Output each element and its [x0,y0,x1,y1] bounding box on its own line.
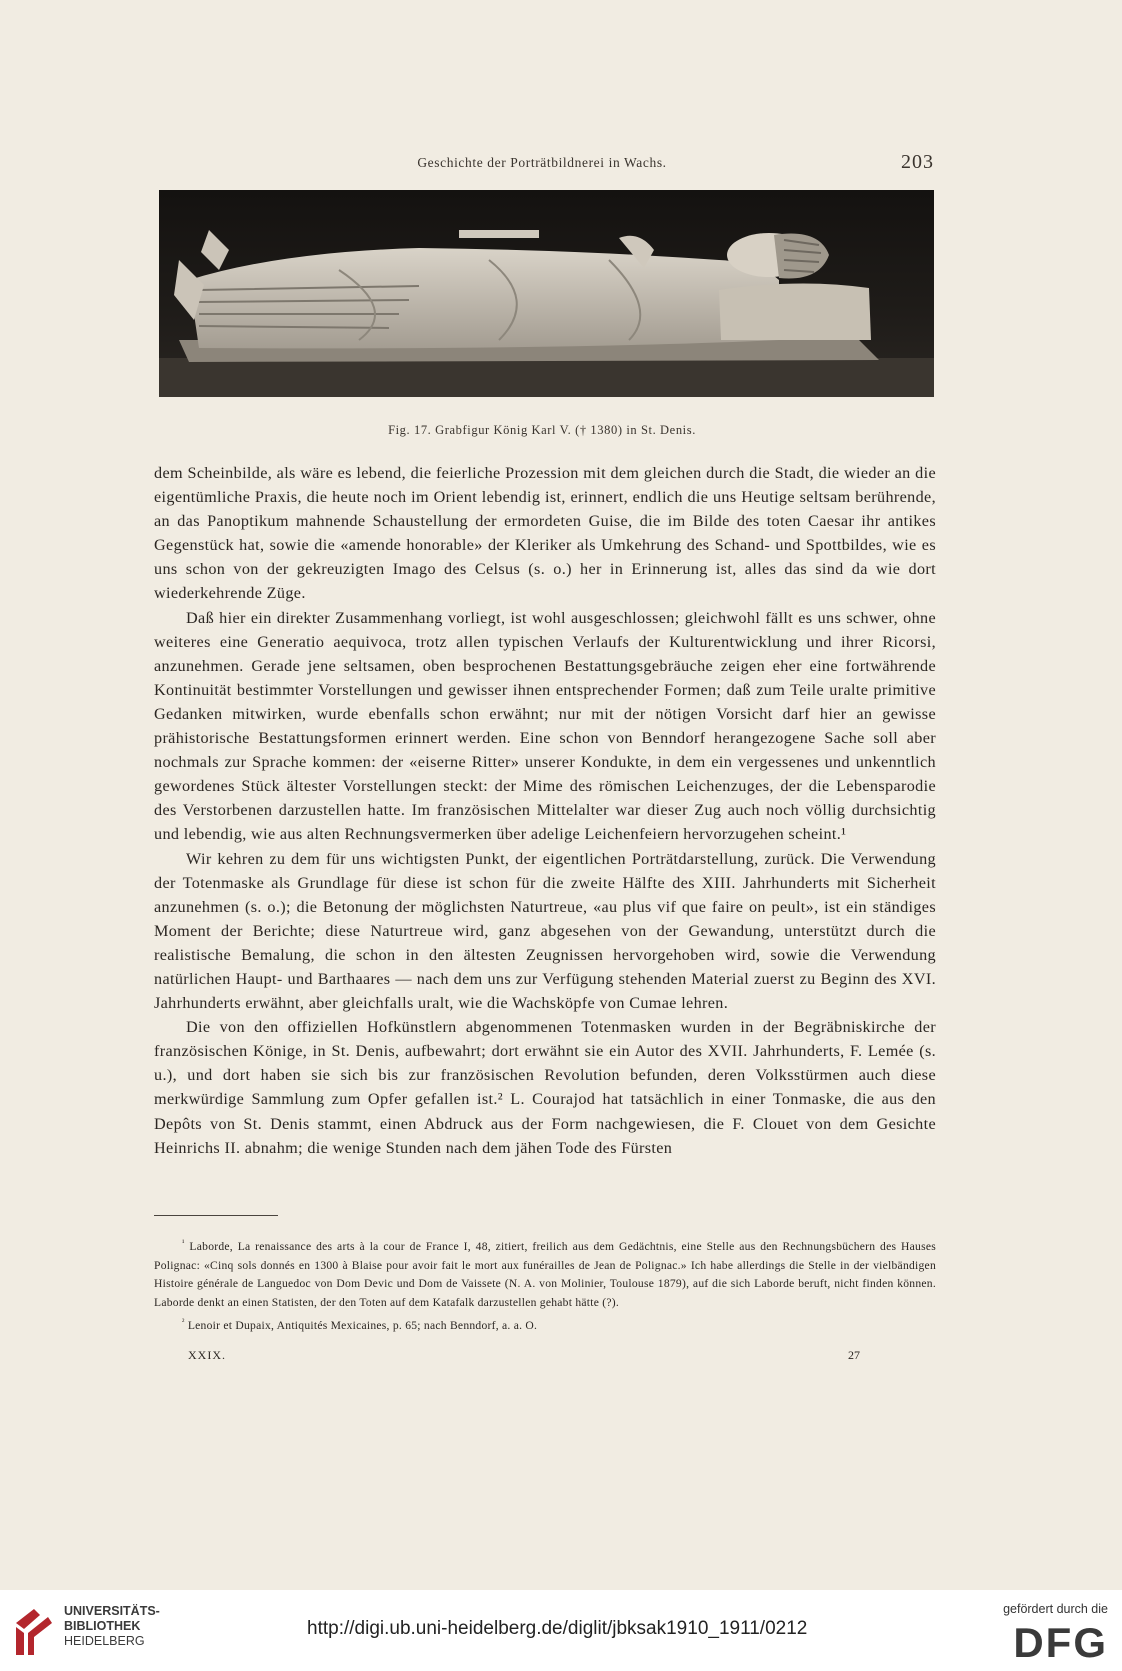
library-name [64,1604,160,1649]
paragraph-1: dem Scheinbilde, als wäre es lebend, die feierliche Prozession mit dem gleichen durch die Stadt, die wieder an die eigentümliche Praxis, die heute noch im Orient lebendig ist, erinnert, endlich die uns Heutige seltsam berührende, an das Panoptikum mahnende Schaustellung der ermordeten Guise, die im Bilde des toten Caesar ihr antikes Gegenstück hat, sowie die «amende honorable» der Kleriker als Umkehrung des Schand- und Spottbildes, wie es uns schon von der gekreuzigten Imago des Celsus (s. o.) her in Erinnerung ist, alles das sind da wie dort wiederkehrende Züge. [154,464,936,603]
volume-signature: XXIX. [188,1348,226,1362]
funded-by-label: gefördert durch die [1003,1602,1108,1616]
paragraph-4: Die von den offiziellen Hofkünstlern abgenommenen Totenmasken wurden in der Begräbniskirche der französischen Könige, in St. Denis, aufbewahrt; dort erwähnt sie ein Autor des XVII. Jahrhunderts, F. Lemée (s. u.), und dort haben sie sich bis zur französischen Revolution befunden, deren Volksstürmen auch diese merkwürdige Sammlung zum Opfer gefallen ist.² L. Courajod hat tatsächlich in einer Tonmaske, die aus den Depôts von St. Denis stammt, einen Abdruck aus der Form nachgewiesen, die F. Clouet von dem Gesichte Heinrichs II. abnahm; die wenige Stunden nach dem jähen Tode des Fürsten [154,1018,936,1157]
sheet-number: 27 [848,1348,860,1362]
library-line-3: HEIDELBERG [64,1634,145,1648]
university-library-logo-icon [12,1603,56,1659]
library-line-2: BIBLIOTHEK [64,1619,141,1633]
running-title: Geschichte der Porträtbildnerei in Wachs. [417,155,667,170]
permalink-url[interactable]: http://digi.ub.uni-heidelberg.de/diglit/jbksak1910_1911/0212 [307,1618,808,1639]
figure-caption: Fig. 17. Grabfigur König Karl V. († 1380) in St. Denis. [388,423,696,437]
digitization-footer [0,1590,1122,1671]
footnotes [154,1234,936,1336]
library-line-1: UNIVERSITÄTS- [64,1604,160,1618]
effigy-illustration [159,190,934,397]
page-number: 203 [901,151,934,173]
footnote-1-text: Laborde, La renaissance des arts à la cour de France I, 48, zitiert, freilich aus dem Gedächtnis, eine Stelle aus den Rechnungsbüchern des Hauses Polignac: «Cinq sols donnés en 1300 à Blaise pour avoir fait le mort aux funérailles de Jean de Polignac.» Ich habe allerdings die Stelle in der vielbändigen Histoire générale de Languedoc von Dom Devic und Dom de Vaissete (N. A. von Molinier, Toulouse 1879), auf die sich Laborde beruft, nicht finden können. Laborde denkt an einen Statisten, der den Toten auf dem Katafalk darzustellen gehabt hätte (?). [154,1239,936,1310]
footnote-1-mark: ¹ [182,1238,185,1247]
footnote-2-text: Lenoir et Dupaix, Antiquités Mexicaines, p. 65; nach Benndorf, a. a. O. [187,1318,538,1332]
footnote-2 [154,1313,936,1336]
paragraph-2: Daß hier ein direkter Zusammenhang vorliegt, ist wohl ausgeschlossen; gleichwohl fällt es uns schwer, ohne weiteres eine Generatio aequivoca, trotz allen typischen Verlaufs der Kulturentwicklung und ihrer Ricorsi, anzunehmen. Gerade jene seltsamen, oben besprochenen Bestattungsgebräuche zeigen eher eine fortwährende Kontinuität bestimmter Vorstellungen und gewisser ihnen entsprechender Formen; daß zum Teile uralte primitive Gedanken mitwirken, wurde ebenfalls schon erwähnt; nur mit der nötigen Vorsicht darf hier an gewisse prähistorische Bestattungsformen erinnert werden. Eine schon von Benndorf herangezogene Sache soll aber nochmals zur Sprache kommen: der «eiserne Ritter» unserer Kondukte, in dem ein vergessenes und unkenntlich gewordenes Stück ältester Vorstellungen steckt: der Mime des römischen Leichenzuges, der die Lebensparodie des Verstorbenen darzustellen hatte. Im französischen Mittelalter war dieser Zug auch noch völlig durchsichtig und lebendig, wie aus alten Rechnungsvermerken über adelige Leichenfeiern hervorzugehen scheint.¹ [154,608,936,844]
footnote-2-mark: ² [182,1317,185,1327]
running-header [150,151,934,177]
paragraph-3: Wir kehren zu dem für uns wichtigsten Punkt, der eigentlichen Porträtdarstellung, zurück. Die Verwendung der Totenmaske als Grundlage für diese ist schon für die zweite Hälfte des XIII. Jahrhunderts mit Sicherheit anzunehmen (s. o.); die Betonung der möglichsten Naturtreue, «au plus vif que faire on peult», ist ein ständiges Moment der Berichte; diese Naturtreue wird, ganz abgesehen von der Gewandung, unterstützt durch die realistische Bemalung, die schon in den ältesten Zeugnissen hervorgehoben wird, sowie die Verwendung natürlichen Haupt- und Barthaares — nach dem uns zur Verfügung stehenden Material zuerst zu Beginn des XVI. Jahrhunderts erwähnt, aber gleichfalls uralt, wie die Wachsköpfe von Cumae lehren. [154,849,936,1013]
tomb-effigy-photo [159,190,934,397]
footnote-1 [154,1234,936,1313]
body-text [154,461,936,1160]
dfg-logo: DFG [1013,1619,1108,1666]
footnote-separator [154,1215,278,1216]
